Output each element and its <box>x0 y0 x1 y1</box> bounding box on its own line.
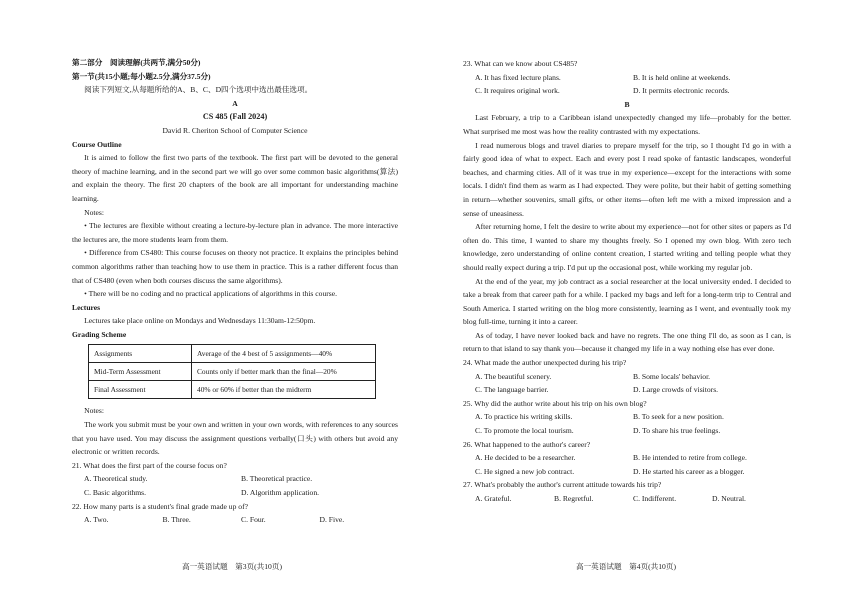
question-stem: 26. What happened to the author's career? <box>463 439 591 449</box>
option: B. He intended to retire from college. <box>633 453 747 463</box>
option: A. Theoretical study. <box>84 474 148 484</box>
table-row <box>89 381 376 399</box>
option: B. Regretful. <box>554 494 594 503</box>
option: C. Four. <box>241 515 266 525</box>
lectures-text: Lectures take place online on Mondays and Wednesdays 11:30am-12:50pm. <box>84 316 316 326</box>
table-cell: Final Assessment <box>89 381 192 399</box>
options-row <box>72 513 398 527</box>
table-cell: Assignments <box>89 345 192 363</box>
option: D. He started his career as a blogger. <box>633 466 745 476</box>
question-stem: 22. How many parts is a student's final grade made up of? <box>72 501 248 511</box>
passage-b-letter: B <box>624 99 630 109</box>
option: B. Three. <box>162 515 191 525</box>
option: D. Five. <box>319 515 345 525</box>
options-row <box>463 71 791 85</box>
passage-a-letter: A <box>232 98 238 108</box>
table-cell: Average of the 4 best of 5 assignments—40% <box>192 345 376 363</box>
option: C. Indifferent. <box>633 494 677 503</box>
table-row <box>89 345 376 363</box>
paragraph: At the end of the year, my job contract as a social researcher at the local university ended. I decided to take a break from that career path for a while. I packed my bags and left for a long-term trip to Central and South America. I started writing on the blog more consistently, learning as I went, and eventually took my blog full-time, turning it into a career. <box>463 276 791 327</box>
option: C. The language barrier. <box>475 385 549 395</box>
question-stem: 24. What made the author unexpected during his trip? <box>463 358 627 368</box>
option: B. Theoretical practice. <box>241 474 313 484</box>
paragraph: I read numerous blogs and travel diaries to prepare myself for the trip, so I thought I'd go in with a fairly good idea of what to expect. Each and every post I read spoke of fantastic landscapes, wonderful beaches, and charming cities. All of it was true in my experience—except for the interactions with some locals. I didn't find them as warm as I had expected. They were polite, but their habit of getting something in return—whether souvenirs, small gifts, or other items—often left me with a mixed impression and a sense of uneasiness. <box>463 140 791 218</box>
option: A. It has fixed lecture plans. <box>475 72 561 82</box>
option: A. He decided to be a researcher. <box>475 453 576 463</box>
option: C. To promote the local tourism. <box>475 426 574 436</box>
page-footer-left: 高一英语试题 第3页(共10页) <box>182 562 282 571</box>
question-stem: 25. Why did the author write about his trip on his own blog? <box>463 398 647 408</box>
option: A. The beautiful scenery. <box>475 371 552 381</box>
options-row <box>463 410 791 424</box>
page-footer-right: 高一英语试题 第4页(共10页) <box>576 562 676 571</box>
paragraph: Last February, a trip to a Caribbean island unexpectedly changed my life—probably for the better. What surprised me most was how the reality contrasted with my expectations. <box>463 113 791 136</box>
option: C. He signed a new job contract. <box>475 466 575 476</box>
options-row <box>463 84 791 98</box>
bullet-item: • Difference from CS480: This course focuses on theory not practice. It explains the principles behind common algorithms rather than teaching how to use them in practice. This is a rather different focus than that of CS480 (even when both courses discuss the same algorithms). <box>72 248 398 285</box>
option: B. To seek for a new position. <box>633 412 724 422</box>
bullet-item: • There will be no coding and no practical applications of algorithms in this course. <box>84 289 337 299</box>
option: A. Two. <box>84 515 109 525</box>
notes2-label: Notes: <box>84 406 104 416</box>
option: B. It is held online at weekends. <box>633 72 731 82</box>
table-row <box>89 363 376 381</box>
option: D. Algorithm application. <box>241 488 320 498</box>
section1-heading: 第一节(共15小题;每小题2.5分,满分37.5分) <box>72 71 211 81</box>
paragraph: As of today, I have never looked back and have no regrets. The one thing I'll do, as soon as I can, is return to that island to say thank you—because it changed my life in a way nothing else has ever done. <box>463 330 791 354</box>
instructions: 阅读下列短文,从每题所给的A、B、C、D四个选项中选出最佳选项。 <box>84 85 313 95</box>
options-row <box>72 472 398 486</box>
option: D. To share his true feelings. <box>633 426 721 436</box>
lectures-heading: Lectures <box>72 302 101 312</box>
grading-table <box>88 344 376 399</box>
table-cell: Mid-Term Assessment <box>89 363 192 381</box>
question-stem: 23. What can we know about CS485? <box>463 59 578 68</box>
notes2-text: The work you submit must be your own and written in your own words, with references to any sources that you have used. You may discuss the assignment questions verbally(口头) with others but avoid any electronic or written records. <box>72 420 398 457</box>
option: C. Basic algorithms. <box>84 488 147 498</box>
options-row <box>463 492 791 506</box>
option: D. It permits electronic records. <box>633 86 730 96</box>
left-column <box>72 56 398 527</box>
options-row <box>72 486 398 500</box>
notes-label: Notes: <box>84 207 104 217</box>
option: D. Large crowds of visitors. <box>633 385 719 395</box>
outline-text: It is aimed to follow the first two parts of the textbook. The first part will be devoted to the general theory of machine learning, and in the second part we will go over some common basic algorithms(算法) and explain the theory. The first 20 chapters of the book are all important for understanding machine learning. <box>72 153 398 203</box>
question-stem: 21. What does the first part of the course focus on? <box>72 460 227 470</box>
question-stem: 27. What's probably the author's current attitude towards his trip? <box>463 480 662 490</box>
options-row <box>463 370 791 384</box>
options-row <box>463 451 791 465</box>
option: D. Neutral. <box>712 494 746 503</box>
right-column <box>463 57 791 506</box>
bullet-item: • The lectures are flexible without creating a lecture-by-lecture plan in advance. The more interactive the lectures are, the more students learn from them. <box>72 221 398 244</box>
outline-heading: Course Outline <box>72 139 122 149</box>
option: C. It requires original work. <box>475 86 560 96</box>
table-cell: 40% or 60% if better than the midterm <box>192 381 376 399</box>
option: A. To practice his writing skills. <box>475 412 573 422</box>
options-row <box>463 465 791 479</box>
options-row <box>463 424 791 438</box>
course-title: CS 485 (Fall 2024) <box>202 112 268 122</box>
option: B. Some locals' behavior. <box>633 371 711 381</box>
part-heading: 第二部分 阅读理解(共两节,满分50分) <box>72 58 201 67</box>
options-row <box>463 383 791 397</box>
option: A. Grateful. <box>475 494 512 503</box>
paragraph: After returning home, I felt the desire to write about my experience—not for other sites or papers as I'd often do. This time, I wanted to share my thoughts freely. So I opened my own blog. With zero tech knowledge, zero understanding of online content creation, I started writing and telling people what they should really expect during a trip. I'd put up the occasional post, while working my regular job. <box>463 222 791 272</box>
table-cell: Counts only if better mark than the final—20% <box>192 363 376 381</box>
course-school: David R. Cheriton School of Computer Science <box>162 125 308 135</box>
grading-heading: Grading Scheme <box>72 329 127 339</box>
